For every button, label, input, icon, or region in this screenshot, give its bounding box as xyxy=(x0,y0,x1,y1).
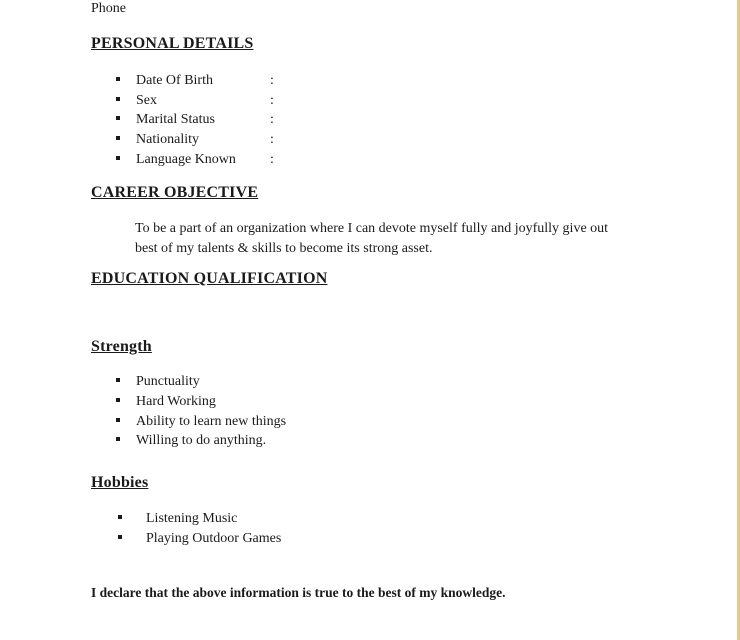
bullet-icon xyxy=(116,156,120,160)
bullet-icon xyxy=(116,418,120,422)
personal-item-label: Language Known xyxy=(136,152,236,167)
hobby-item xyxy=(118,509,238,529)
hobby-item-label: Listening Music xyxy=(146,511,238,526)
strength-item xyxy=(116,412,287,432)
personal-item-dob xyxy=(116,71,274,91)
personal-item-sex xyxy=(116,91,274,111)
bullet-icon xyxy=(116,398,120,402)
personal-item-colon: : xyxy=(270,152,274,167)
personal-item-label: Date Of Birth xyxy=(136,73,213,88)
bullet-icon xyxy=(118,515,122,519)
personal-item-language xyxy=(116,150,274,170)
hobbies-heading: Hobbies xyxy=(91,474,149,491)
bullet-icon xyxy=(116,437,120,441)
personal-item-colon: : xyxy=(270,73,274,88)
hobby-item-label: Playing Outdoor Games xyxy=(146,531,282,546)
hobby-item xyxy=(118,529,282,549)
strength-item-label: Ability to learn new things xyxy=(136,414,287,429)
bullet-icon xyxy=(118,535,122,539)
bullet-icon xyxy=(116,77,120,81)
personal-item-marital-status xyxy=(116,110,274,130)
personal-item-label: Marital Status xyxy=(136,112,215,127)
bullet-icon xyxy=(116,378,120,382)
strength-item xyxy=(116,431,267,451)
career-objective-heading: CAREER OBJECTIVE xyxy=(91,184,259,201)
strength-item-label: Hard Working xyxy=(136,394,216,409)
education-heading: EDUCATION QUALIFICATION xyxy=(91,270,328,287)
bullet-icon xyxy=(116,116,120,120)
personal-item-label: Sex xyxy=(136,93,157,108)
strength-item xyxy=(116,372,200,392)
personal-item-colon: : xyxy=(270,112,274,127)
strength-item-label: Punctuality xyxy=(136,374,200,389)
personal-item-label: Nationality xyxy=(136,132,199,147)
bullet-icon xyxy=(116,97,120,101)
strength-item xyxy=(116,392,216,412)
personal-item-colon: : xyxy=(270,93,274,108)
personal-item-colon: : xyxy=(270,132,274,147)
career-objective-line-1: To be a part of an organization where I can devote myself fully and joyfully give out xyxy=(135,221,609,236)
career-objective-line-2: best of my talents & skills to become its strong asset. xyxy=(135,241,433,256)
phone-label: Phone xyxy=(91,1,126,16)
strength-heading: Strength xyxy=(91,338,152,355)
bullet-icon xyxy=(116,136,120,140)
strength-item-label: Willing to do anything. xyxy=(136,433,267,448)
declaration-text: I declare that the above information is true to the best of my knowledge. xyxy=(91,585,506,600)
personal-details-heading: PERSONAL DETAILS xyxy=(91,35,254,52)
personal-item-nationality xyxy=(116,130,274,150)
